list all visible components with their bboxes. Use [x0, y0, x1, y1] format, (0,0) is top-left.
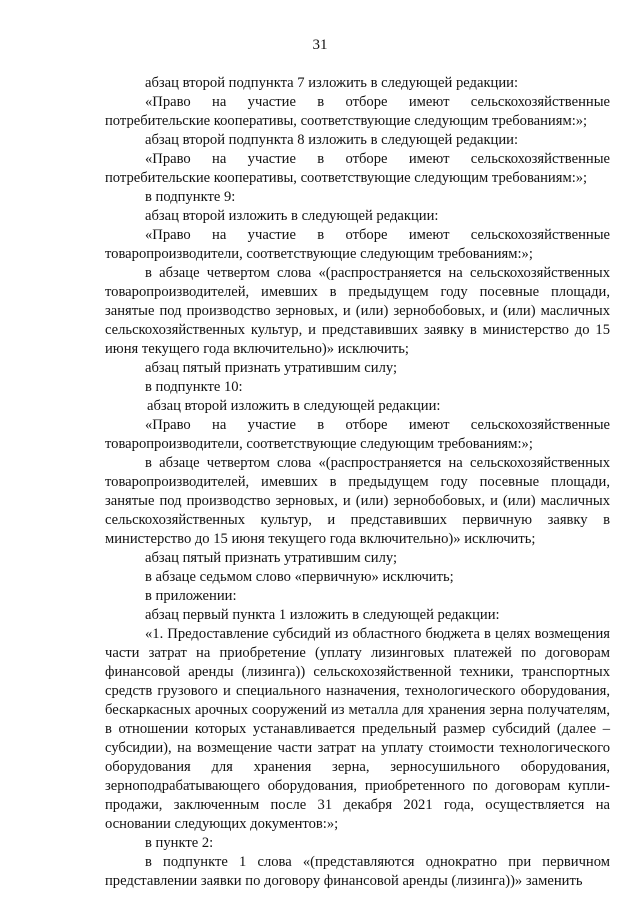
paragraph: в абзаце четвертом слова «(распространяется на сельскохозяйственных товаропроизводителей, имевших в предыдущем году посевные площади, занятые под производство зерновых, и (или) зернобобовых, и (или) масличных сельскохозяйственных культур, и представивших первичную заявку в министерство до 15 июня текущего года включительно)» исключить;	[105, 455, 610, 547]
paragraph: в подпункте 9:	[145, 189, 236, 205]
paragraph: «Право на участие в отборе имеют сельскохозяйственные товаропроизводители, соответствующие следующим требованиям:»;	[105, 227, 610, 262]
paragraph: абзац второй изложить в следующей редакции:	[145, 208, 439, 224]
paragraph: «Право на участие в отборе имеют сельскохозяйственные потребительские кооперативы, соответствующие следующим требованиям:»;	[105, 94, 610, 129]
paragraph: в приложении:	[145, 588, 237, 604]
paragraph: в пункте 2:	[145, 835, 214, 851]
paragraph: «Право на участие в отборе имеют сельскохозяйственные потребительские кооперативы, соответствующие следующим требованиям:»;	[105, 151, 610, 186]
paragraph: в абзаце седьмом слово «первичную» исключить;	[145, 569, 454, 585]
paragraph: в абзаце четвертом слова «(распространяется на сельскохозяйственных товаропроизводителей, имевших в предыдущем году посевные площади, занятые под производство зерновых, и (или) зернобобовых, и (или) масличных сельскохозяйственных культур, и представивших заявку в министерство до 15 июня текущего года включительно)» исключить;	[105, 265, 610, 357]
paragraph: абзац второй изложить в следующей редакции:	[147, 398, 441, 414]
paragraph: в подпункте 10:	[145, 379, 243, 395]
paragraph: абзац первый пункта 1 изложить в следующей редакции:	[145, 607, 500, 623]
paragraph: в подпункте 1 слова «(представляются однократно при первичном представлении заявки по договору финансовой аренды (лизинга))» заменить	[105, 854, 610, 889]
paragraph: абзац второй подпункта 7 изложить в следующей редакции:	[145, 75, 519, 91]
document-body	[105, 74, 610, 891]
paragraph: абзац второй подпункта 8 изложить в следующей редакции:	[145, 132, 519, 148]
paragraph: абзац пятый признать утратившим силу;	[145, 550, 398, 566]
page-number: 31	[312, 37, 328, 53]
paragraph: абзац пятый признать утратившим силу;	[145, 360, 398, 376]
paragraph: «1. Предоставление субсидий из областного бюджета в целях возмещения части затрат на приобретение (уплату лизинговых платежей по договорам финансовой аренды (лизинга)) сельскохозяйственной техники, транспортных средств грузового и специального назначения, технологического оборудования, бескаркасных арочных сооружений из металла для хранения зерна получателям, в отношении которых устанавливается предельный размер субсидий (далее – субсидии), на возмещение части затрат на уплату стоимости технологического оборудования для хранения зерна, зерносушильного оборудования, зерноподрабатывающего оборудования, приобретенного по договорам купли-продажи, заключенным после 31 декабря 2021 года, осуществляется на основании следующих документов:»;	[105, 626, 610, 832]
paragraph: «Право на участие в отборе имеют сельскохозяйственные товаропроизводители, соответствующие следующим требованиям:»;	[105, 417, 610, 452]
